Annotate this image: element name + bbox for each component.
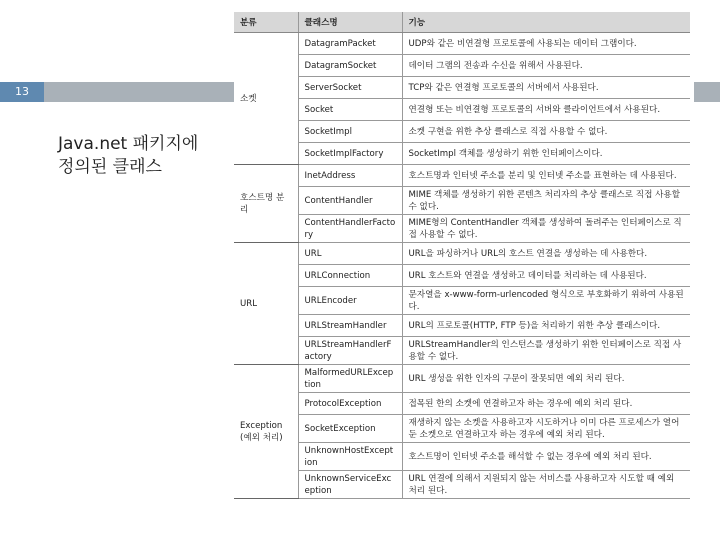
function-cell: 연결형 또는 비연결형 프로토콜의 서버와 클라이언트에서 사용된다.	[402, 99, 690, 121]
table-row	[234, 337, 690, 365]
function-cell: 소켓 구현을 위한 추상 클래스로 직접 사용할 수 없다.	[402, 121, 690, 143]
function-cell: 호스트명이 인터넷 주소를 해석할 수 없는 경우에 예외 처리 된다.	[402, 443, 690, 471]
function-cell: URL 연결에 의해서 지원되지 않는 서비스를 사용하고자 시도할 때 예외 처리 된다.	[402, 471, 690, 499]
class-table	[234, 12, 690, 499]
class-name-cell: UnknownHostException	[298, 443, 402, 471]
class-name-cell: ProtocolException	[298, 393, 402, 415]
class-name-cell: SocketImpl	[298, 121, 402, 143]
class-table-image	[234, 12, 690, 524]
table-row	[234, 121, 690, 143]
function-cell: 데이터 그램의 전송과 수신을 위해서 사용된다.	[402, 55, 690, 77]
class-name-cell: ContentHandlerFactory	[298, 215, 402, 243]
table-row	[234, 315, 690, 337]
class-name-cell: DatagramSocket	[298, 55, 402, 77]
class-name-cell: DatagramPacket	[298, 33, 402, 55]
class-name-cell: SocketException	[298, 415, 402, 443]
class-name-cell: URL	[298, 243, 402, 265]
header-category: 분류	[234, 12, 298, 33]
table-row	[234, 443, 690, 471]
function-cell: TCP와 같은 연결형 프로토콜의 서버에서 사용된다.	[402, 77, 690, 99]
function-cell: 호스트명과 인터넷 주소를 분리 및 인터넷 주소를 표현하는 데 사용된다.	[402, 165, 690, 187]
function-cell: 문자열을 x-www-form-urlencoded 형식으로 부호화하기 위하여 사용된다.	[402, 287, 690, 315]
function-cell: 재생하지 않는 소켓을 사용하고자 시도하거나 이미 다른 프로세스가 열어 둔 소켓으로 연결하고자 하는 경우에 예외 처리 된다.	[402, 415, 690, 443]
class-name-cell: Socket	[298, 99, 402, 121]
table-row	[234, 187, 690, 215]
table-row	[234, 143, 690, 165]
table-row	[234, 265, 690, 287]
table-row	[234, 215, 690, 243]
table-row	[234, 415, 690, 443]
class-name-cell: URLStreamHandler	[298, 315, 402, 337]
table-row	[234, 77, 690, 99]
table-row	[234, 99, 690, 121]
class-name-cell: MalformedURLException	[298, 365, 402, 393]
slide-number: 13	[0, 82, 44, 102]
function-cell: MIME 객체를 생성하기 위한 콘텐츠 처리자의 추상 클래스로 직접 사용할 수 없다.	[402, 187, 690, 215]
header-function: 기능	[402, 12, 690, 33]
class-name-cell: SocketImplFactory	[298, 143, 402, 165]
category-cell: URL	[234, 243, 298, 365]
slide-title: Java.net 패키지에 정의된 클래스	[58, 134, 199, 177]
function-cell: URL을 파싱하거나 URL의 호스트 연결을 생성하는 데 사용한다.	[402, 243, 690, 265]
class-name-cell: ContentHandler	[298, 187, 402, 215]
function-cell: SocketImpl 객체를 생성하기 위한 인터페이스이다.	[402, 143, 690, 165]
function-cell: URLStreamHandler의 인스턴스를 생성하기 위한 인터페이스로 직접 사용할 수 없다.	[402, 337, 690, 365]
category-cell: 호스트명 분리	[234, 165, 298, 243]
table-row	[234, 471, 690, 499]
table-row	[234, 243, 690, 265]
function-cell: MIME형의 ContentHandler 객체를 생성하여 돌려주는 인터페이스로 직접 사용할 수 없다.	[402, 215, 690, 243]
table-row	[234, 55, 690, 77]
table-row	[234, 165, 690, 187]
function-cell: URL 생성을 위한 인자의 구문이 잘못되면 예외 처리 된다.	[402, 365, 690, 393]
class-name-cell: URLStreamHandlerFactory	[298, 337, 402, 365]
table-row	[234, 365, 690, 393]
table-row	[234, 393, 690, 415]
category-cell: Exception (예외 처리)	[234, 365, 298, 499]
table-header-row	[234, 12, 690, 33]
function-cell: 접목된 한의 소켓에 연결하고자 하는 경우에 예외 처리 된다.	[402, 393, 690, 415]
category-cell: 소켓	[234, 33, 298, 165]
class-name-cell: ServerSocket	[298, 77, 402, 99]
header-class-name: 클래스명	[298, 12, 402, 33]
class-name-cell: InetAddress	[298, 165, 402, 187]
function-cell: UDP와 같은 비연결형 프로토콜에 사용되는 데이터 그램이다.	[402, 33, 690, 55]
header-bar-right	[694, 82, 720, 102]
function-cell: URL의 프로토콜(HTTP, FTP 등)을 처리하기 위한 추상 클래스이다.	[402, 315, 690, 337]
table-row	[234, 287, 690, 315]
function-cell: URL 호스트와 연결을 생성하고 데이터를 처리하는 데 사용된다.	[402, 265, 690, 287]
class-name-cell: UnknownServiceException	[298, 471, 402, 499]
table-row	[234, 33, 690, 55]
class-name-cell: URLEncoder	[298, 287, 402, 315]
class-name-cell: URLConnection	[298, 265, 402, 287]
